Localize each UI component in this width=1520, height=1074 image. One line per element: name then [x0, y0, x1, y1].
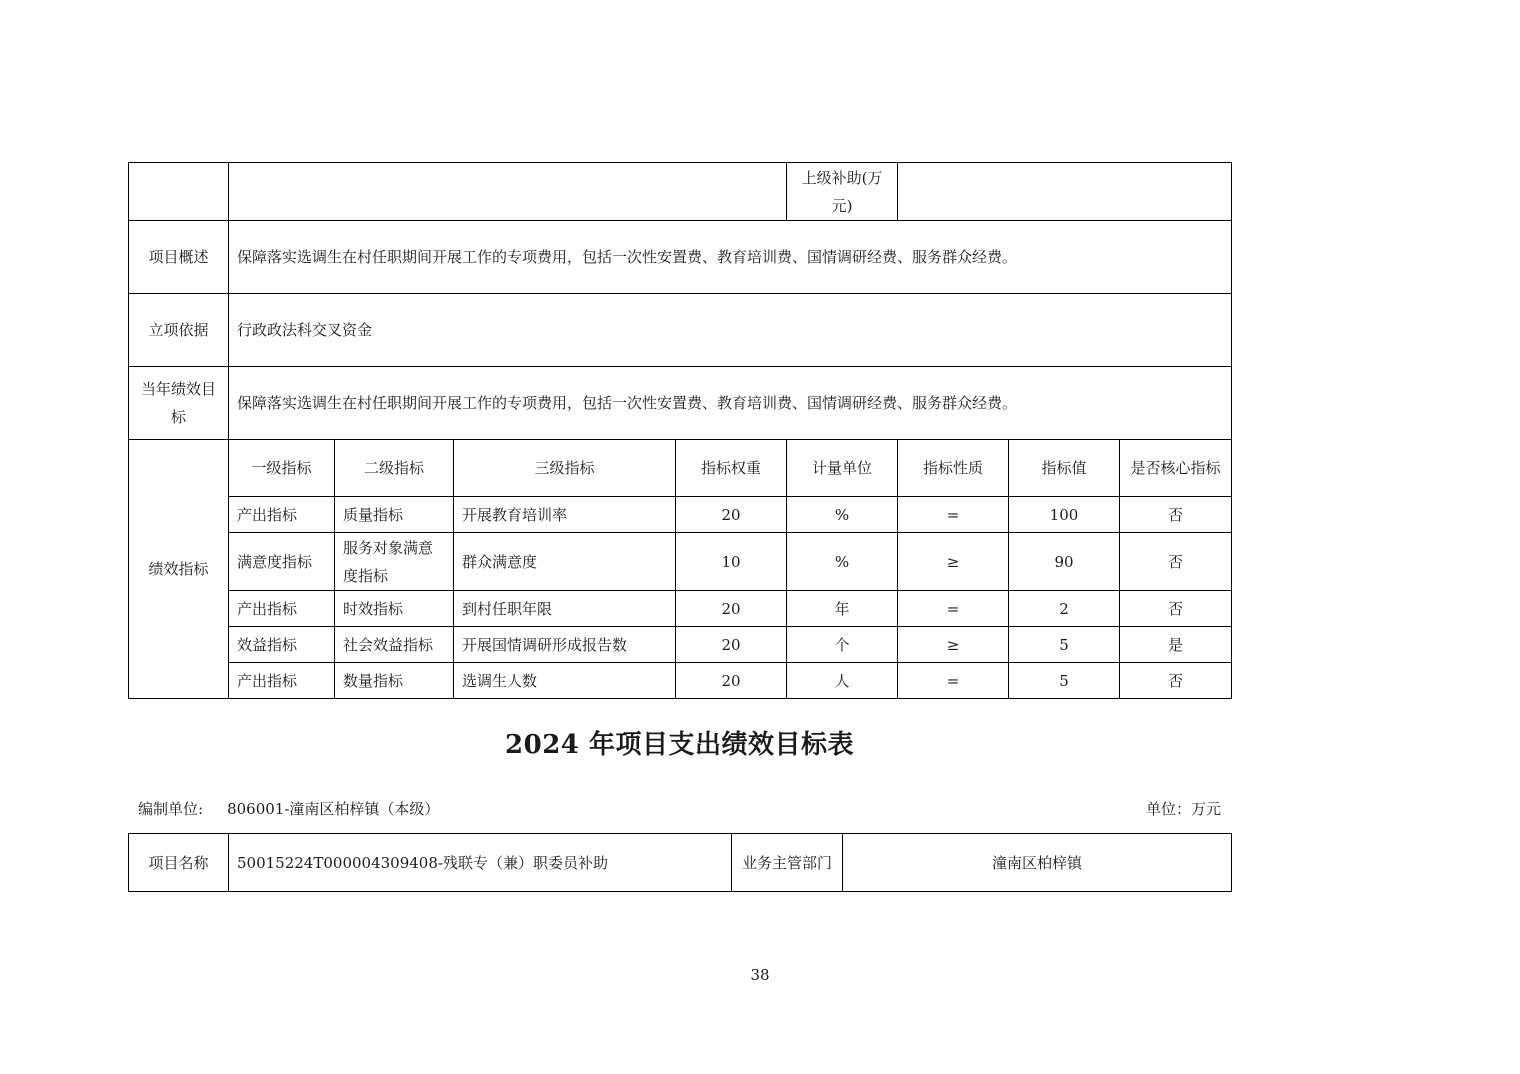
project-name-value: 50015224T000004309408-残联专（兼）职委员补助 — [229, 834, 732, 892]
level2-cell: 时效指标 — [335, 591, 454, 627]
project-info-table — [128, 833, 1232, 892]
header-cell: 指标权重 — [676, 440, 787, 497]
indicator-row — [129, 533, 1232, 591]
level1-cell: 产出指标 — [229, 663, 335, 699]
header-cell: 指标值 — [1009, 440, 1120, 497]
level3-cell: 开展教育培训率 — [454, 497, 676, 533]
weight-cell: 20 — [676, 663, 787, 699]
level2-cell: 服务对象满意度指标 — [335, 533, 454, 591]
level2-cell: 社会效益指标 — [335, 627, 454, 663]
indicator-row — [129, 497, 1232, 533]
unit-cell: 个 — [787, 627, 898, 663]
org-value: 806001-潼南区柏梓镇（本级） — [227, 800, 440, 818]
weight-cell: 10 — [676, 533, 787, 591]
basis-text: 行政政法科交叉资金 — [229, 294, 1232, 367]
dept-value: 潼南区柏梓镇 — [843, 834, 1232, 892]
nature-cell: = — [898, 663, 1009, 699]
header-cell: 计量单位 — [787, 440, 898, 497]
unit-cell: % — [787, 497, 898, 533]
empty-cell — [229, 163, 787, 221]
nature-cell: ≥ — [898, 627, 1009, 663]
org-info — [138, 798, 463, 819]
value-cell: 100 — [1009, 497, 1120, 533]
core-cell: 否 — [1120, 663, 1232, 699]
indicator-row — [129, 663, 1232, 699]
performance-table-continued — [128, 162, 1232, 699]
dept-label: 业务主管部门 — [732, 834, 843, 892]
level3-cell: 选调生人数 — [454, 663, 676, 699]
basis-row — [129, 294, 1232, 367]
level2-cell: 数量指标 — [335, 663, 454, 699]
value-cell: 5 — [1009, 663, 1120, 699]
level1-cell: 满意度指标 — [229, 533, 335, 591]
unit-cell: 年 — [787, 591, 898, 627]
header-cell: 三级指标 — [454, 440, 676, 497]
core-cell: 否 — [1120, 533, 1232, 591]
indicator-row — [129, 627, 1232, 663]
level1-cell: 效益指标 — [229, 627, 335, 663]
value-cell: 2 — [1009, 591, 1120, 627]
level1-cell: 产出指标 — [229, 497, 335, 533]
header-cell: 二级指标 — [335, 440, 454, 497]
unit-line — [128, 798, 1231, 822]
value-cell: 90 — [1009, 533, 1120, 591]
level3-cell: 群众满意度 — [454, 533, 676, 591]
nature-cell: = — [898, 591, 1009, 627]
subsidy-value — [898, 163, 1232, 221]
page-number: 38 — [750, 966, 770, 984]
value-cell: 5 — [1009, 627, 1120, 663]
basis-label: 立项依据 — [129, 294, 229, 367]
indicator-header-row — [129, 440, 1232, 497]
core-cell: 否 — [1120, 497, 1232, 533]
header-cell: 是否核心指标 — [1120, 440, 1232, 497]
overview-text: 保障落实选调生在村任职期间开展工作的专项费用，包括一次性安置费、教育培训费、国情调研经费、服务群众经费。 — [229, 221, 1232, 294]
subsidy-row — [129, 163, 1232, 221]
level3-cell: 到村任职年限 — [454, 591, 676, 627]
unit-label: 单位：万元 — [1145, 800, 1221, 818]
overview-label: 项目概述 — [129, 221, 229, 294]
level1-cell: 产出指标 — [229, 591, 335, 627]
level3-cell: 开展国情调研形成报告数 — [454, 627, 676, 663]
goal-label: 当年绩效目标 — [129, 367, 229, 440]
weight-cell: 20 — [676, 627, 787, 663]
weight-cell: 20 — [676, 497, 787, 533]
indicator-row — [129, 591, 1232, 627]
nature-cell: = — [898, 497, 1009, 533]
header-cell: 指标性质 — [898, 440, 1009, 497]
project-name-row — [129, 834, 1232, 892]
unit-cell: 人 — [787, 663, 898, 699]
overview-row — [129, 221, 1232, 294]
nature-cell: ≥ — [898, 533, 1009, 591]
empty-cell — [129, 163, 229, 221]
unit-cell: % — [787, 533, 898, 591]
org-label: 编制单位: — [138, 800, 204, 818]
header-cell: 一级指标 — [229, 440, 335, 497]
weight-cell: 20 — [676, 591, 787, 627]
goal-row — [129, 367, 1232, 440]
subsidy-label: 上级补助(万元) — [787, 163, 898, 221]
goal-text: 保障落实选调生在村任职期间开展工作的专项费用，包括一次性安置费、教育培训费、国情调研经费、服务群众经费。 — [229, 367, 1232, 440]
level2-cell: 质量指标 — [335, 497, 454, 533]
page-title: 2024 年项目支出绩效目标表 — [505, 730, 854, 760]
perf-indicators-label: 绩效指标 — [129, 440, 229, 699]
project-name-label: 项目名称 — [129, 834, 229, 892]
core-cell: 是 — [1120, 627, 1232, 663]
core-cell: 否 — [1120, 591, 1232, 627]
